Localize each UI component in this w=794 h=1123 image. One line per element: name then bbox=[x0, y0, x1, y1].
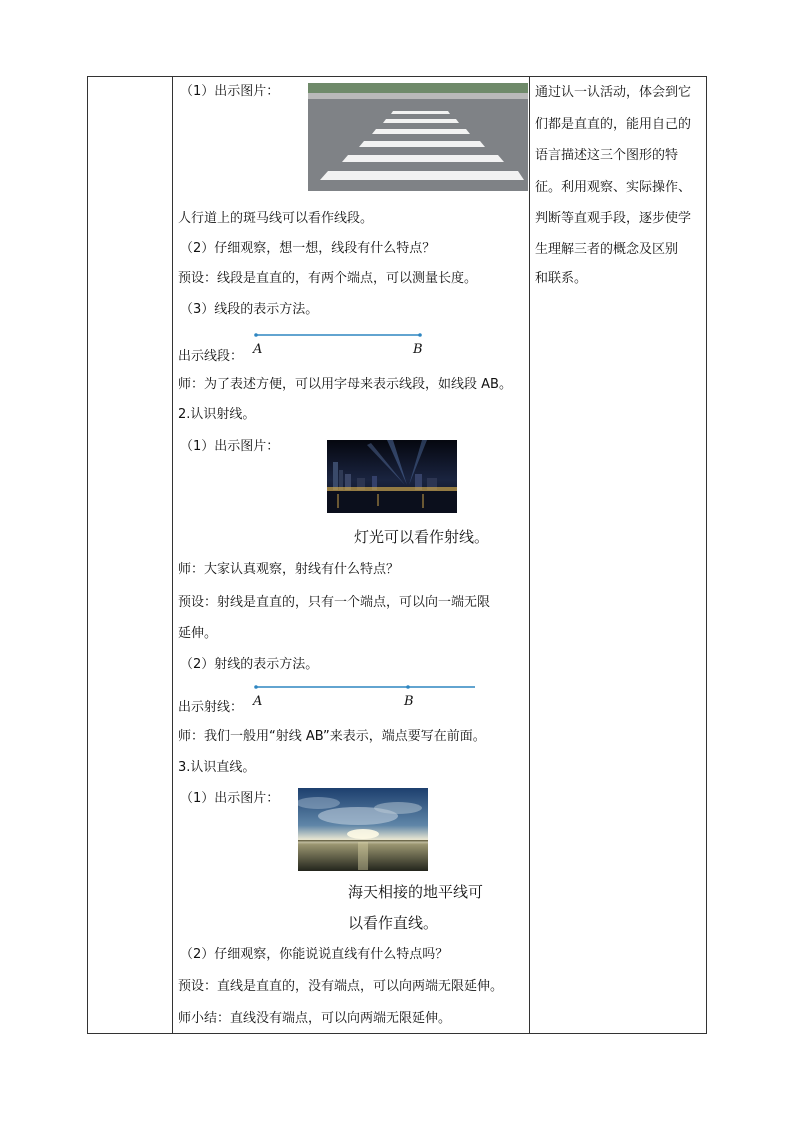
line-segment-figure bbox=[250, 330, 430, 342]
column-divider bbox=[172, 77, 173, 1033]
segment-label-b: B bbox=[413, 342, 423, 357]
paragraph: 延伸。 bbox=[178, 626, 218, 641]
city-lights-image bbox=[327, 440, 457, 513]
paragraph: 3.认识直线。 bbox=[178, 760, 256, 775]
paragraph: 师：为了表述方便，可以用字母来表示线段，如线段 AB。 bbox=[178, 377, 512, 392]
paragraph: （1）出示图片： bbox=[180, 791, 280, 806]
paragraph: （2）射线的表示方法。 bbox=[180, 657, 319, 672]
paragraph: 师：我们一般用“射线 AB”来表示，端点要写在前面。 bbox=[178, 729, 486, 744]
paragraph: 师：大家认真观察，射线有什么特点？ bbox=[178, 562, 400, 577]
column-divider bbox=[529, 77, 530, 1033]
paragraph: 预设：直线是直直的，没有端点，可以向两端无限延伸。 bbox=[178, 979, 504, 994]
zebra-crossing-image bbox=[308, 83, 528, 191]
ray-label-a: A bbox=[253, 694, 263, 709]
paragraph: 师小结：直线没有端点，可以向两端无限延伸。 bbox=[178, 1011, 452, 1026]
segment-label-a: A bbox=[253, 342, 263, 357]
paragraph: （2）仔细观察，想一想，线段有什么特点？ bbox=[180, 241, 436, 256]
paragraph: （3）线段的表示方法。 bbox=[180, 302, 319, 317]
paragraph: （1）出示图片： bbox=[180, 439, 280, 454]
paragraph: 出示射线： bbox=[178, 700, 244, 715]
caption: 以看作直线。 bbox=[348, 914, 439, 932]
ray-label-b: B bbox=[404, 694, 414, 709]
note-line: 征。利用观察、实际操作、 bbox=[535, 180, 692, 195]
caption: 海天相接的地平线可 bbox=[348, 883, 484, 901]
ray-figure bbox=[250, 682, 480, 694]
note-line: 判断等直观手段，逐步使学 bbox=[535, 211, 692, 226]
paragraph: 预设：线段是直直的，有两个端点，可以测量长度。 bbox=[178, 271, 478, 286]
paragraph: 预设：射线是直直的，只有一个端点，可以向一端无限 bbox=[178, 595, 491, 610]
paragraph: （1）出示图片： bbox=[180, 84, 280, 99]
note-line: 生理解三者的概念及区别 bbox=[535, 242, 679, 257]
horizon-image bbox=[298, 788, 428, 871]
paragraph: 2.认识射线。 bbox=[178, 407, 256, 422]
paragraph: （2）仔细观察，你能说说直线有什么特点吗？ bbox=[180, 947, 449, 962]
note-line: 通过认一认活动，体会到它 bbox=[535, 85, 692, 100]
note-line: 和联系。 bbox=[535, 271, 588, 286]
paragraph: 出示线段： bbox=[178, 349, 244, 364]
note-line: 语言描述这三个图形的特 bbox=[535, 148, 679, 163]
paragraph: 人行道上的斑马线可以看作线段。 bbox=[178, 211, 374, 226]
note-line: 们都是直直的，能用自己的 bbox=[535, 117, 692, 132]
caption: 灯光可以看作射线。 bbox=[354, 528, 490, 546]
